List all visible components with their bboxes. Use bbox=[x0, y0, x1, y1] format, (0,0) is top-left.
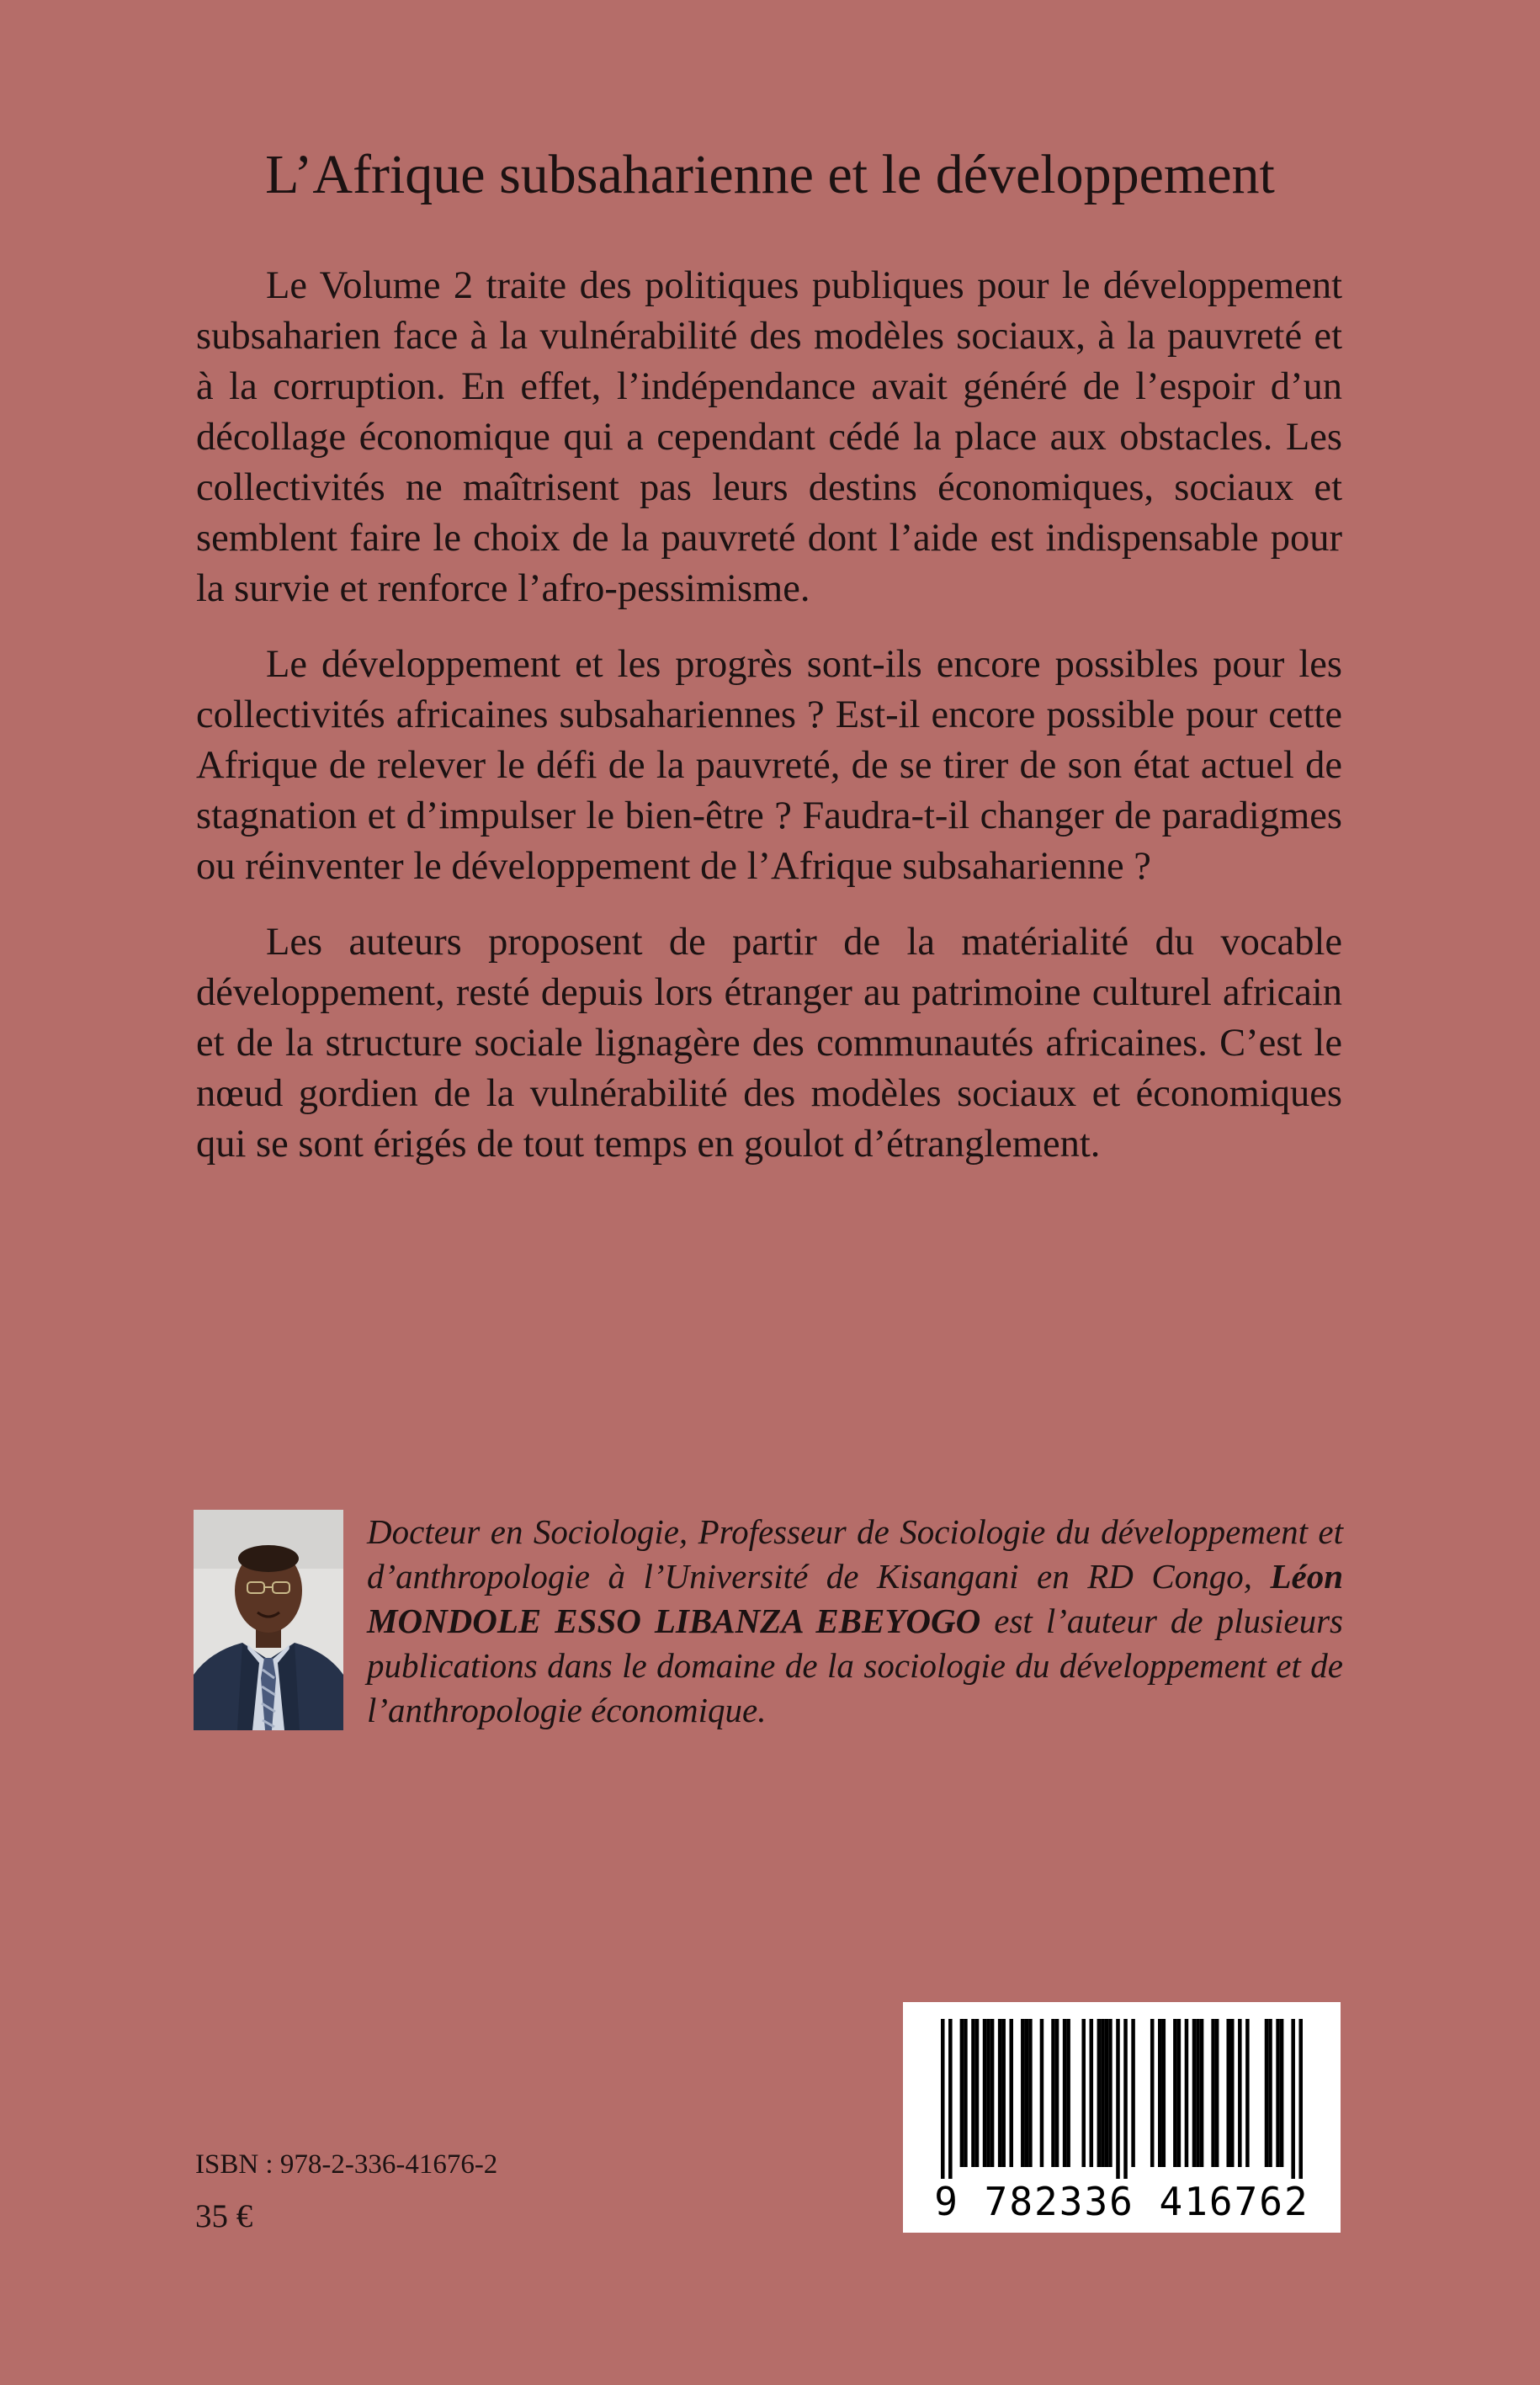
barcode-bar bbox=[1116, 2019, 1120, 2179]
author-bio-intro: Docteur en Sociologie, Professeur de Sociologie du développement et d’anthropologie à l’Université de Kisangani en RD Congo, bbox=[367, 1512, 1343, 1596]
barcode-bar bbox=[1192, 2019, 1197, 2167]
blurb-paragraph-3: Les auteurs proposent de partir de la matérialité du vocable développement, resté depuis lors étranger au patrimoine culturel africain et de la structure sociale lignagère des communautés africaines. C’est le nœud gordien de la vulnérabilité des modèles sociaux et économiques qui se sont érigés de tout temps en goulot d’étranglement. bbox=[196, 921, 1342, 1166]
isbn-text: ISBN : 978-2-336-41676-2 bbox=[195, 2149, 498, 2180]
barcode-bar bbox=[1177, 2019, 1182, 2167]
barcode-bar bbox=[1105, 2019, 1109, 2167]
author-section bbox=[194, 1510, 1343, 1739]
barcode-bar bbox=[941, 2019, 945, 2179]
barcode-bar bbox=[1063, 2019, 1067, 2167]
barcode-bar bbox=[1162, 2019, 1166, 2167]
barcode-bar bbox=[1051, 2019, 1055, 2167]
barcode-bar bbox=[1276, 2019, 1280, 2167]
barcode-bar bbox=[1200, 2019, 1204, 2167]
barcode-bar bbox=[1265, 2019, 1269, 2167]
barcode-bar bbox=[1081, 2019, 1086, 2167]
barcode-bar bbox=[1097, 2019, 1102, 2167]
barcode-bar bbox=[1021, 2019, 1025, 2167]
barcode-bar bbox=[1173, 2019, 1177, 2167]
barcode-bar bbox=[1230, 2019, 1235, 2167]
book-title: L’Afrique subsaharienne et le développement bbox=[265, 144, 1275, 205]
barcode-bar bbox=[1090, 2019, 1094, 2167]
author-bio-rest: est l’auteur de plusieurs publications dans le domaine de la sociologie du développement et de l’anthropologie économique. bbox=[367, 1602, 1343, 1729]
barcode-bar bbox=[1009, 2019, 1013, 2167]
barcode-bar bbox=[1185, 2019, 1189, 2167]
barcode-bar bbox=[1298, 2019, 1303, 2179]
barcode-bar bbox=[998, 2019, 1002, 2167]
author-bio bbox=[367, 1510, 1343, 1733]
barcode-bar bbox=[983, 2019, 987, 2167]
barcode-bars bbox=[941, 2019, 1303, 2179]
barcode-bar bbox=[990, 2019, 995, 2167]
price-text: 35 € bbox=[195, 2198, 253, 2234]
barcode-digits: 9 782336 416762 bbox=[934, 2179, 1309, 2224]
barcode-bar bbox=[1055, 2019, 1059, 2167]
barcode-bar bbox=[971, 2019, 975, 2167]
barcode-bar bbox=[986, 2019, 990, 2167]
barcode-bar bbox=[1066, 2019, 1070, 2167]
barcode-bar bbox=[1238, 2019, 1242, 2167]
barcode-bar bbox=[1001, 2019, 1006, 2167]
author-portrait-photo bbox=[194, 1510, 343, 1730]
blurb-paragraph-2: Le développement et les progrès sont-ils encore possibles pour les collectivités africaines subsahariennes ? Est-il encore possible pour cette Afrique de relever le défi de la pauvreté, de se tirer de son état actuel de stagnation et d’impulser le bien-être ? Faudra-t-il changer de paradigmes ou réinventer le développement de l’Afrique subsaharienne ? bbox=[196, 643, 1342, 888]
barcode-bar bbox=[1025, 2019, 1029, 2167]
blurb-paragraph-1: Le Volume 2 traite des politiques publiques pour le développement subsaharien face à la vulnérabilité des modèles sociaux, à la pauvreté et à la corruption. En effet, l’indépendance avait généré de l’espoir d’un décollage économique qui a cependant cédé la place aux obstacles. Les collectivités ne maîtrisent pas leurs destins économiques, sociaux et semblent faire le choix de la pauvreté dont l’aide est indispensable pour la survie et renforce l’afro-pessimisme. bbox=[196, 264, 1342, 610]
barcode-bar bbox=[1280, 2019, 1284, 2167]
barcode-bar bbox=[1108, 2019, 1113, 2167]
barcode-bar bbox=[1101, 2019, 1105, 2167]
barcode-bar bbox=[1040, 2019, 1044, 2167]
back-cover-blurb bbox=[196, 261, 1342, 1195]
barcode-bar bbox=[1131, 2019, 1135, 2167]
barcode-bar bbox=[964, 2019, 968, 2167]
barcode-bar bbox=[975, 2019, 980, 2167]
barcode-bar bbox=[960, 2019, 964, 2167]
barcode-bar bbox=[1291, 2019, 1295, 2179]
barcode-bar bbox=[1215, 2019, 1219, 2167]
barcode-bar bbox=[1028, 2019, 1033, 2167]
barcode bbox=[903, 2002, 1341, 2233]
barcode-bar bbox=[1196, 2019, 1200, 2167]
barcode-bar bbox=[1211, 2019, 1215, 2167]
barcode-bar bbox=[1268, 2019, 1272, 2167]
barcode-bar bbox=[1150, 2019, 1155, 2167]
barcode-bar bbox=[1226, 2019, 1230, 2167]
barcode-bar bbox=[1158, 2019, 1162, 2167]
author-name: Léon MONDOLE ESSO LIBANZA EBEYOGO bbox=[367, 1557, 1343, 1640]
barcode-bar bbox=[948, 2019, 953, 2179]
barcode-bar bbox=[1245, 2019, 1250, 2167]
barcode-bar bbox=[1123, 2019, 1128, 2179]
